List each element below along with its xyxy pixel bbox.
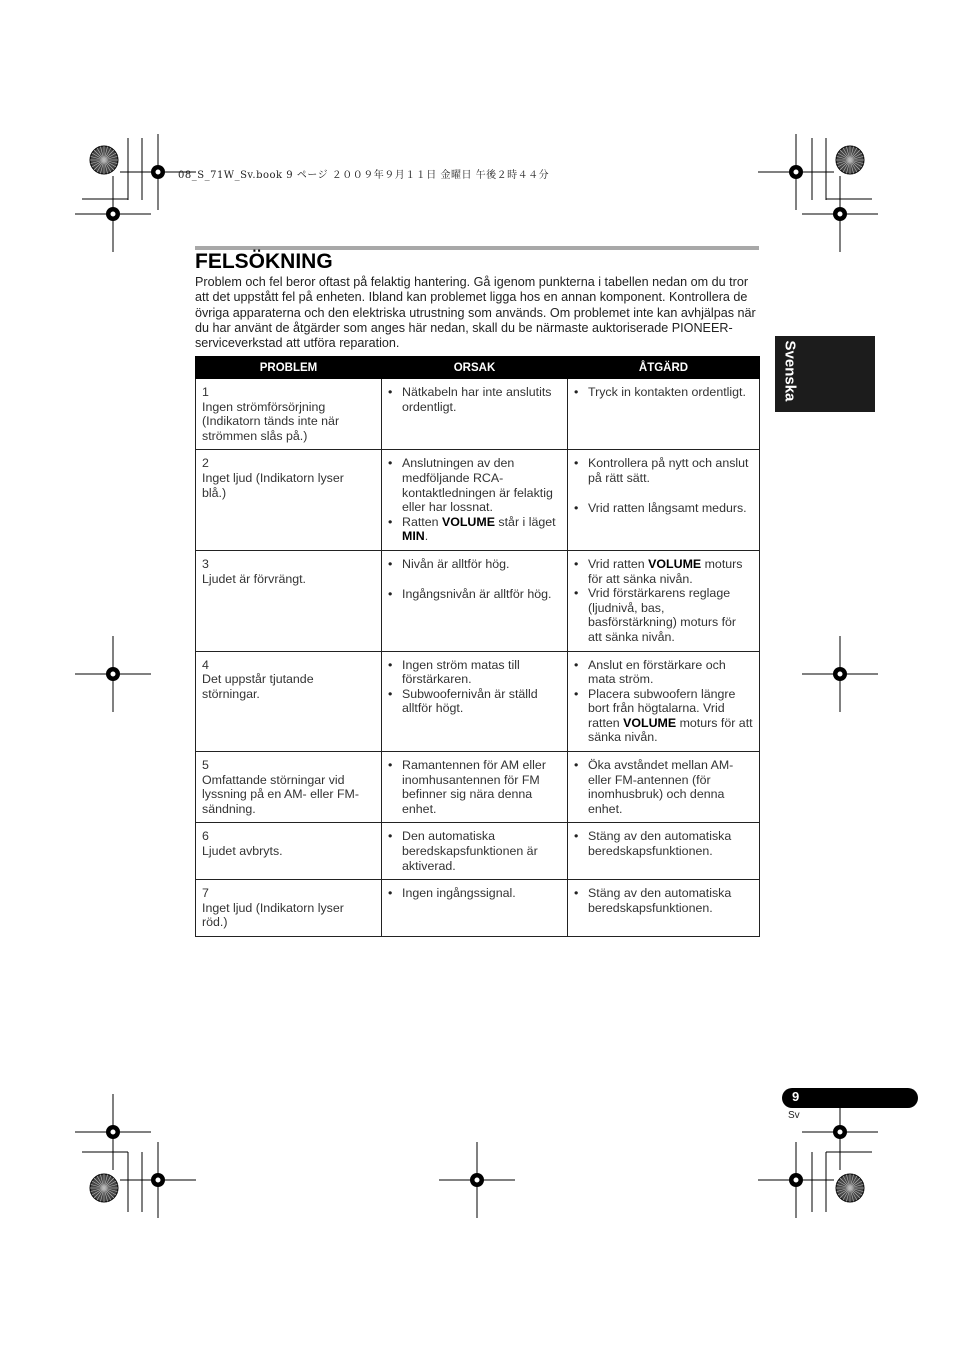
cause-cell: [382, 752, 568, 823]
remedy-cell: [568, 651, 760, 752]
header-remedy: ÅTGÄRD: [568, 357, 760, 379]
problem-cell: 5Omfattande störningar vid lyssning på en AM- eller FM-sändning.: [196, 752, 382, 823]
color-target-icon: [836, 1174, 864, 1202]
table-row: [196, 379, 760, 450]
print-header: 08_S_71W_Sv.book 9 ページ ２００９年９月１１日 金曜日 午後２時４４分: [178, 170, 550, 181]
color-target-icon: [836, 146, 864, 174]
registration-mark-icon: [802, 636, 878, 712]
cause-cell: [382, 651, 568, 752]
intro-paragraph: Problem och fel beror oftast på felaktig hantering. Gå igenom punkterna i tabellen nedan om du tror att det uppstått fel på enheten. Ibland kan problemet ligga hos en annan komponent. Kontrollera de övriga apparaterna och den elektriska utrustning som används. Om problemet inte kan avhjälpas när du har använt de åtgärder som anges här nedan, skall du be närmaste auktoriserade PIONEER-serviceverkstad att utföra reparation.: [195, 275, 756, 351]
list-item: • Nivån är alltför hög.: [402, 557, 561, 572]
list-item: • Anslutningen av den medföljande RCA-kontaktledningen är felaktig eller har lossnat.: [402, 456, 561, 514]
table-row: [196, 823, 760, 880]
list-item: • Ingen ström matas till förstärkaren.: [402, 658, 561, 687]
list-item: • Subwoofernivån är ställd alltför högt.: [402, 687, 561, 716]
remedy-cell: [568, 550, 760, 651]
list-item: • Anslut en förstärkare och mata ström.: [588, 658, 753, 687]
table-row: [196, 752, 760, 823]
registration-mark-icon: [75, 176, 151, 252]
table-header-row: [196, 357, 760, 379]
color-target-icon: [90, 1174, 118, 1202]
remedy-cell: [568, 823, 760, 880]
header-cause: ORSAK: [382, 357, 568, 379]
table-row: [196, 880, 760, 937]
cause-cell: [382, 823, 568, 880]
list-item: • Tryck in kontakten ordentligt.: [588, 385, 753, 400]
page-number-pill: [782, 1088, 918, 1108]
problem-cell: 2Inget ljud (Indikatorn lyser blå.): [196, 450, 382, 551]
list-item: • Vrid ratten långsamt medurs.: [588, 501, 753, 516]
color-target-icon: [90, 146, 118, 174]
table-row: [196, 450, 760, 551]
remedy-cell: [568, 450, 760, 551]
remedy-cell: [568, 880, 760, 937]
list-item: • Kontrollera på nytt och anslut på rätt sätt.: [588, 456, 753, 485]
list-item: • Vrid förstärkarens reglage (ljudnivå, bas, basförstärkning) moturs för att sänka nivån.: [588, 586, 753, 644]
problem-cell: 7Inget ljud (Indikatorn lyser röd.): [196, 880, 382, 937]
cause-cell: [382, 379, 568, 450]
registration-mark-icon: [75, 636, 151, 712]
list-item: • Vrid ratten VOLUME moturs för att sänka nivån.: [588, 557, 753, 586]
troubleshooting-table: [195, 356, 760, 937]
list-item: • Öka avståndet mellan AM- eller FM-antennen (för inomhusbruk) och denna enhet.: [588, 758, 753, 816]
list-item: • Nätkabeln har inte anslutits ordentligt.: [402, 385, 561, 414]
remedy-cell: [568, 752, 760, 823]
registration-mark-icon: [439, 1142, 515, 1218]
problem-cell: 3Ljudet är förvrängt.: [196, 550, 382, 651]
list-item: • Stäng av den automatiska beredskapsfunktionen.: [588, 829, 753, 858]
table-row: [196, 550, 760, 651]
language-tab-label: Svenska: [781, 340, 799, 402]
page-language-code: Sv: [788, 1110, 800, 1121]
page-number: 9: [792, 1089, 800, 1104]
list-item: • Ingen ingångssignal.: [402, 886, 561, 901]
page-title: FELSÖKNING: [195, 250, 333, 273]
registration-mark-icon: [758, 1142, 834, 1218]
cause-cell: [382, 450, 568, 551]
table-row: [196, 651, 760, 752]
list-item: • Ingångsnivån är alltför hög.: [402, 587, 561, 602]
list-item: • Ratten VOLUME står i läget MIN.: [402, 515, 561, 544]
problem-cell: 1Ingen strömförsörjning (Indikatorn tänds inte när strömmen slås på.): [196, 379, 382, 450]
list-item: • Stäng av den automatiska beredskapsfunktionen.: [588, 886, 753, 915]
list-item: • Ramantennen för AM eller inomhusantennen för FM befinner sig nära denna enhet.: [402, 758, 561, 816]
header-problem: PROBLEM: [196, 357, 382, 379]
registration-mark-icon: [802, 176, 878, 252]
registration-mark-icon: [758, 134, 834, 210]
remedy-cell: [568, 379, 760, 450]
problem-cell: 6Ljudet avbryts.: [196, 823, 382, 880]
registration-mark-icon: [75, 1094, 151, 1170]
cause-cell: [382, 550, 568, 651]
registration-mark-icon: [120, 1142, 196, 1218]
list-item: • Den automatiska beredskapsfunktionen är aktiverad.: [402, 829, 561, 873]
problem-cell: 4Det uppstår tjutande störningar.: [196, 651, 382, 752]
cause-cell: [382, 880, 568, 937]
list-item: • Placera subwoofern längre bort från högtalarna. Vrid ratten VOLUME moturs för att sänka nivån.: [588, 687, 753, 745]
